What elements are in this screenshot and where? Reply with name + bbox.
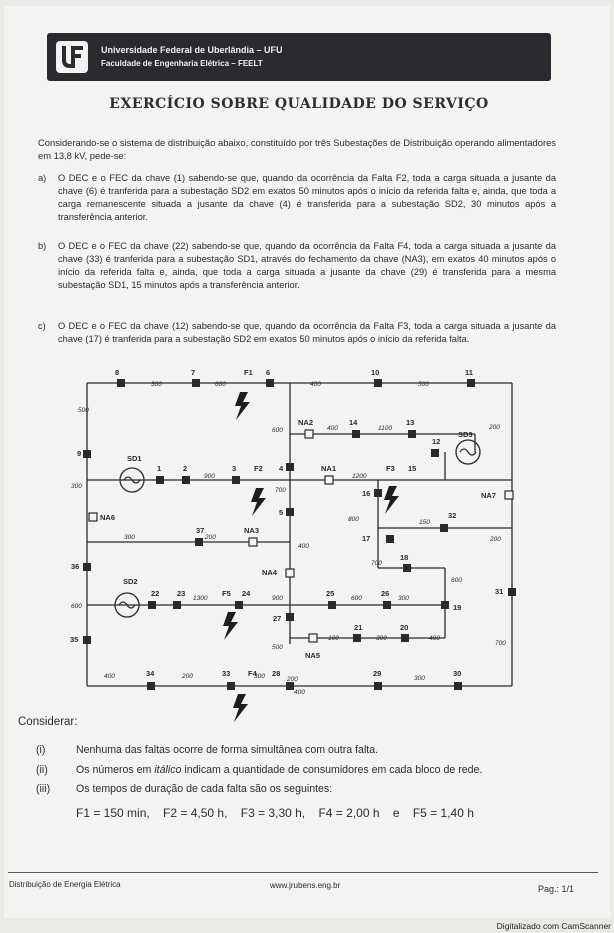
substation-label: SD3 [458, 430, 473, 439]
fault-label: F3 [386, 464, 395, 473]
open-switch-label: NA3 [244, 526, 260, 535]
load-label: 300 [376, 635, 387, 642]
switch-label: 22 [151, 589, 160, 598]
observation-text: Nenhuma das faltas ocorre de forma simultânea com outra falta. [76, 744, 379, 756]
switch-label: 7 [191, 368, 196, 377]
load-label: 300 [124, 534, 135, 541]
fault-label: F2 [254, 464, 263, 473]
load-label: 600 [272, 427, 283, 434]
load-label: 500 [78, 407, 89, 414]
switch-label: 18 [400, 553, 409, 562]
switch-label: 26 [381, 589, 390, 598]
load-label: 400 [298, 543, 309, 550]
fault-label: F1 [244, 368, 253, 377]
switch-label: 37 [196, 526, 205, 535]
switch-label: 32 [448, 511, 457, 520]
switch-label: 2 [183, 464, 188, 473]
fault-durations: F1 = 150 min, F2 = 4,50 h, F3 = 3,30 h, F4 = 2,00 h e F5 = 1,40 h [76, 806, 474, 820]
load-label: 300 [151, 381, 162, 388]
switch-label: 17 [362, 534, 371, 543]
open-switch-label: NA6 [100, 513, 116, 522]
question-text: O DEC e o FEC da chave (22) sabendo-se que, quando da ocorrência da Falta F4, toda a carga situada a jusante da chave (33) é tranferida para a subestação SD1, através do fechamento da chave (NA3), em exatos 40 minutos após o início da referida falta e, ainda, que toda a carga situada a jusante da chave (29) é transferida para a mesma subestação SD1, 15 minutos após a transferência anterior. [58, 241, 556, 290]
switch-label: 3 [232, 464, 237, 473]
switch-label: 11 [465, 368, 473, 377]
switch-label: 1 [157, 464, 162, 473]
footer-website: www.jrubens.eng.br [270, 881, 341, 890]
switch-label: 15 [408, 464, 417, 473]
load-label: 1100 [378, 425, 392, 432]
load-label: 300 [254, 673, 265, 680]
intro-paragraph: Considerando-se o sistema de distribuição abaixo, constituído por três Subestações de Distribuição operando alimentadores em 13,8 kV, pede-se: [38, 137, 556, 161]
fault-label: F5 [222, 589, 231, 598]
load-label: 1200 [352, 473, 367, 480]
switch-label: 5 [279, 508, 284, 517]
load-label: 200 [490, 536, 501, 543]
switch-label: 31 [495, 587, 504, 596]
switch-label: 19 [453, 603, 462, 612]
substation-label: SD2 [123, 577, 138, 586]
switch-label: 21 [354, 623, 363, 632]
considerations-heading: Considerar: [18, 716, 78, 728]
faculty-name: Faculdade de Engenharia Elétrica – FEELT [101, 59, 263, 68]
load-label: 100 [328, 635, 339, 642]
question-text: O DEC e o FEC da chave (1) sabendo-se que, quando da ocorrência da Falta F2, toda a carga situada a jusante da chave (6) é tranferida para a subestação SD2 em exatos 50 minutos após o início da referida falta e, ainda, que toda a carga remanescente situada a jusante da chave (4) é transferida para a subestação SD2, 30 minutos após a transferência anterior. [58, 173, 556, 222]
load-label: 400 [310, 381, 321, 388]
load-label: 700 [371, 560, 382, 567]
switch-label: 4 [279, 464, 284, 473]
switch-label: 36 [71, 562, 80, 571]
footer-course: Distribuição de Energia Elétrica [9, 880, 121, 889]
switch-label: 28 [272, 669, 281, 678]
switch-label: 6 [266, 368, 271, 377]
observation-emphasis: itálico [154, 764, 182, 776]
switch-label: 20 [400, 623, 409, 632]
switch-label: 27 [273, 614, 282, 623]
footer-divider [8, 872, 598, 873]
switch-label: 10 [371, 368, 380, 377]
open-switches [89, 430, 513, 642]
open-switch-label: NA7 [481, 491, 497, 500]
switch-label: 9 [77, 449, 82, 458]
switch-label: 30 [453, 669, 462, 678]
load-label: 500 [418, 381, 429, 388]
switch-label: 35 [70, 635, 79, 644]
load-label: 900 [272, 595, 283, 602]
switch-label: 8 [115, 368, 120, 377]
load-label: 400 [104, 673, 115, 680]
load-label: 200 [205, 534, 216, 541]
substation-label: SD1 [127, 454, 142, 463]
load-label: 900 [204, 473, 215, 480]
observation-item [36, 764, 482, 776]
switch-label: 33 [222, 669, 231, 678]
switch-label: 13 [406, 418, 415, 427]
load-label: 400 [429, 635, 440, 642]
observation-item [36, 744, 378, 756]
load-label: 150 [419, 519, 430, 526]
page-title: EXERCÍCIO SOBRE QUALIDADE DO SERVIÇO [109, 96, 489, 112]
open-switch-label: NA5 [305, 651, 321, 660]
switch-label: 14 [349, 418, 358, 427]
load-label: 600 [71, 603, 82, 610]
observation-text: indicam a quantidade de consumidores em cada bloco de rede. [181, 764, 483, 776]
observation-number: (iii) [36, 783, 51, 795]
question-label: a) [38, 173, 47, 183]
switch-label: 12 [432, 437, 441, 446]
question-label: c) [38, 321, 46, 331]
load-label: 300 [414, 675, 425, 682]
switch-label: 16 [362, 489, 371, 498]
observation-number: (i) [36, 744, 46, 756]
load-label: 200 [182, 673, 193, 680]
load-label: 600 [351, 595, 362, 602]
load-label: 300 [71, 483, 82, 490]
load-label: 400 [294, 689, 305, 696]
institution-name: Universidade Federal de Uberlândia – UFU [101, 45, 283, 55]
load-label: 700 [495, 640, 506, 647]
question-label: b) [38, 241, 47, 251]
switch-label: 23 [177, 589, 186, 598]
observation-number: (ii) [36, 764, 48, 776]
load-label: 500 [272, 644, 283, 651]
open-switch-label: NA1 [321, 464, 337, 473]
load-label: 200 [287, 676, 298, 683]
load-label: 300 [398, 595, 409, 602]
load-label: 400 [327, 425, 338, 432]
switch-label: 34 [146, 669, 155, 678]
question-text: O DEC e o FEC da chave (12) sabendo-se que, quando da ocorrência da Falta F3, toda a carga situada a jusante da chave (17) é tranferida para a subestação SD2 em exatos 50 minutos após o início da referida falta. [58, 321, 556, 344]
load-label: 600 [451, 577, 462, 584]
observation-text: Os números em [76, 764, 155, 776]
switch-label: 24 [242, 589, 251, 598]
load-label: 200 [489, 424, 500, 431]
observation-text: Os tempos de duração de cada falta são os seguintes: [76, 783, 333, 795]
load-label: 1300 [193, 595, 208, 602]
load-label: 700 [275, 487, 286, 494]
load-label: 800 [348, 516, 359, 523]
observation-item [36, 783, 332, 795]
load-label: 600 [215, 381, 226, 388]
footer-page-number: Pag.: 1/1 [538, 884, 575, 894]
open-switch-label: NA4 [262, 568, 278, 577]
open-switch-label: NA2 [298, 418, 314, 427]
fault-label: F4 [248, 669, 257, 678]
scanner-watermark: Digitalizado com CamScanner [496, 921, 611, 931]
switch-label: 29 [373, 669, 382, 678]
switch-label: 25 [326, 589, 335, 598]
